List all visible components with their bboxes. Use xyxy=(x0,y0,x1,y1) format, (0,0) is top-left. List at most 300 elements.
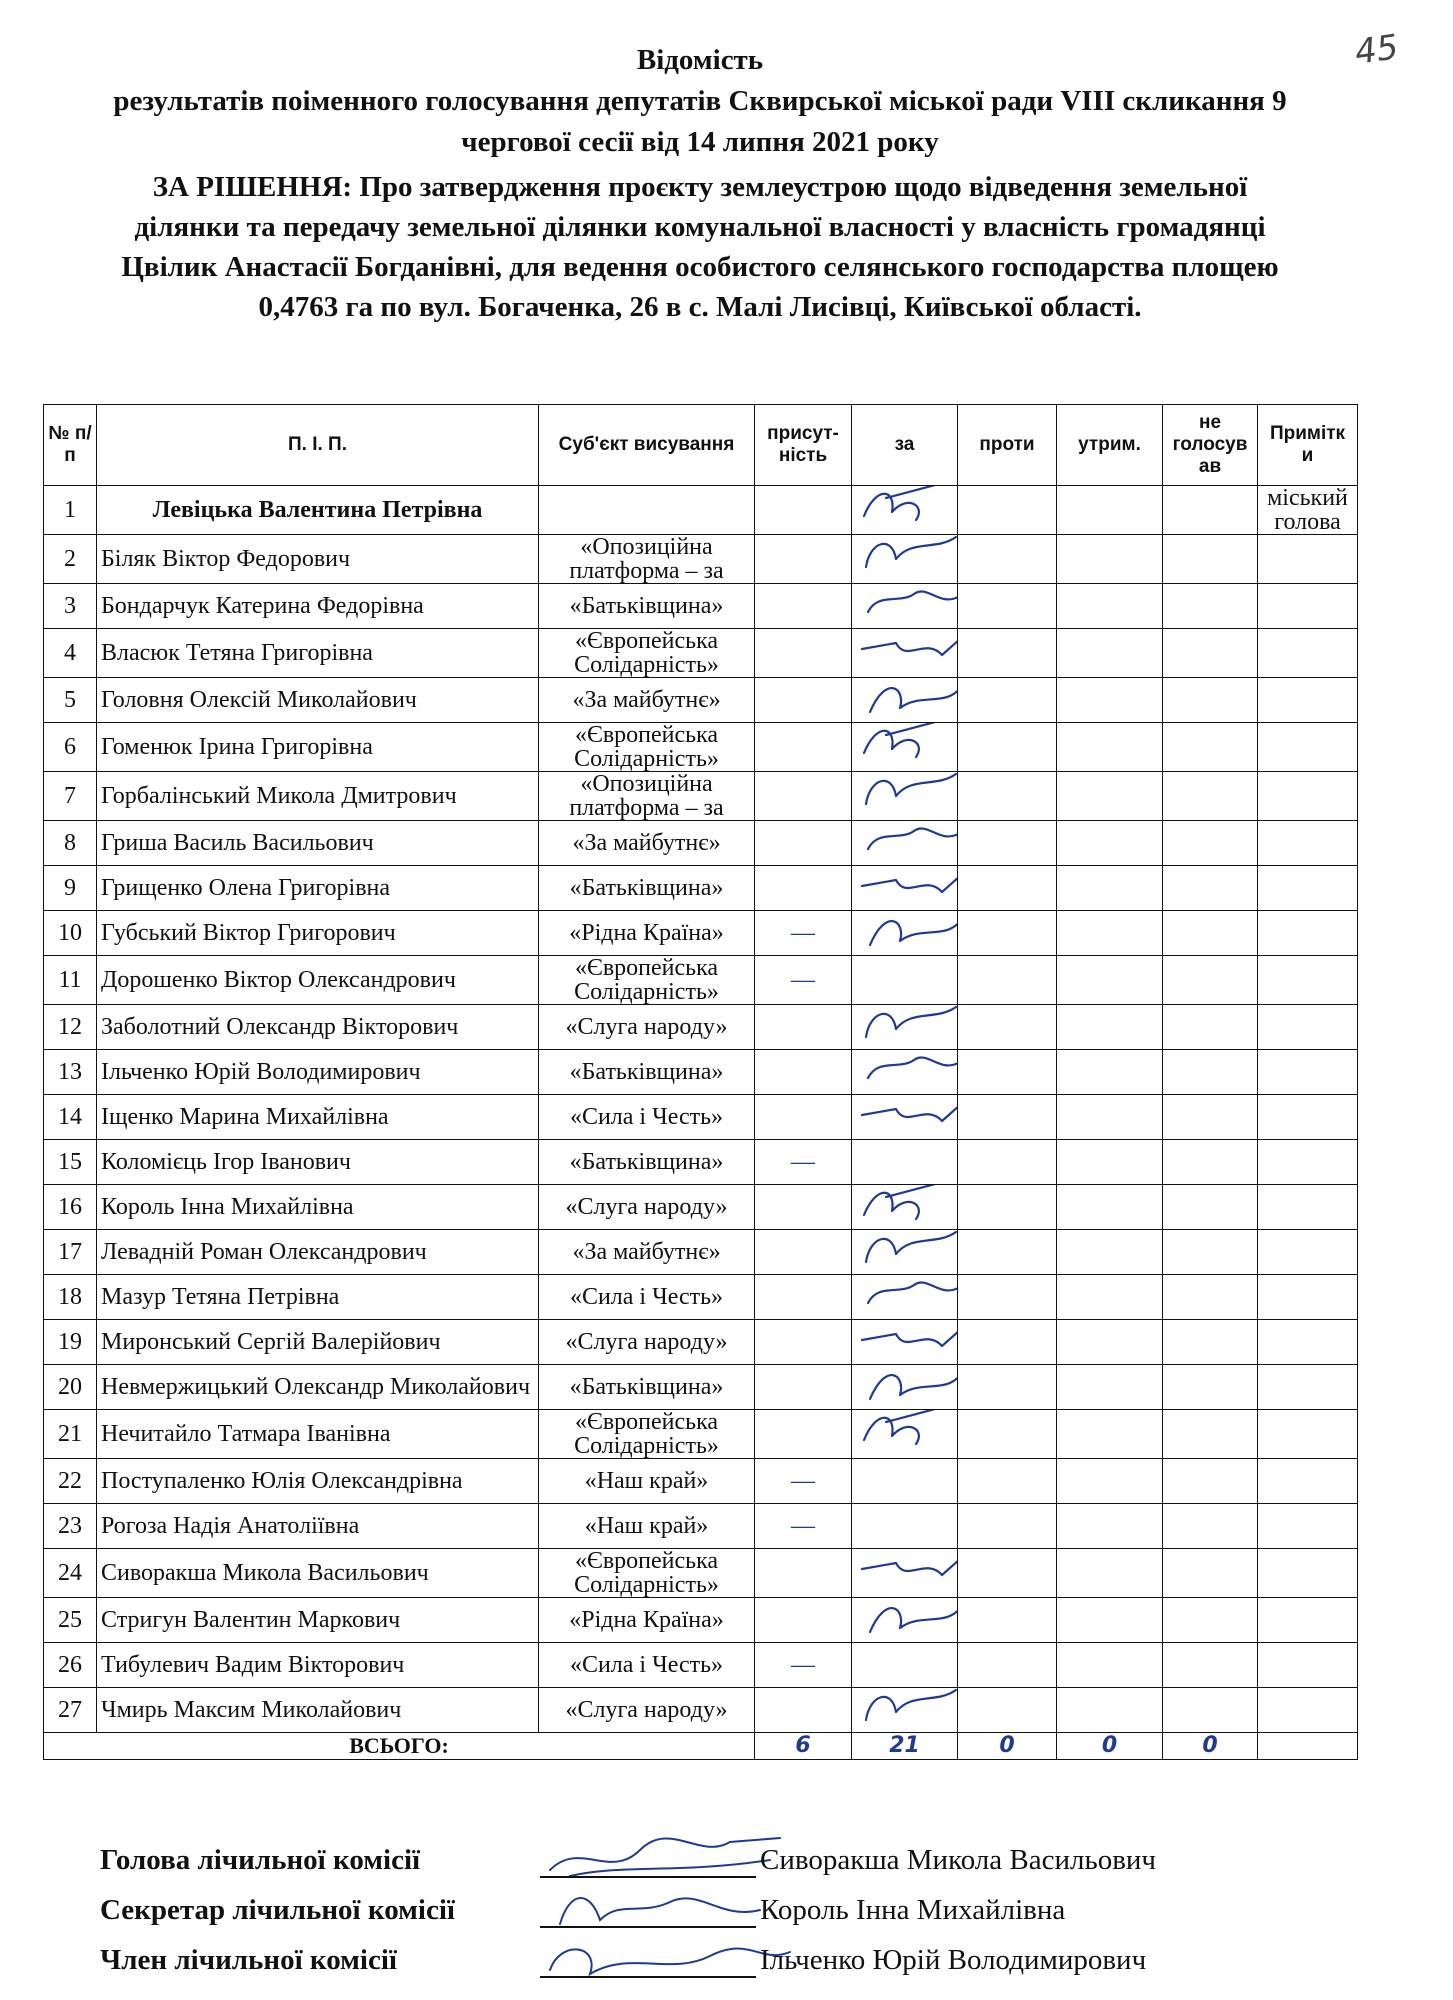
vote-za xyxy=(852,584,958,629)
row-number: 22 xyxy=(44,1459,97,1504)
vote-utrym xyxy=(1057,678,1163,723)
signature-mark xyxy=(856,723,958,772)
signature-line xyxy=(540,1926,756,1928)
total-row xyxy=(44,1733,1358,1760)
signature-mark xyxy=(856,821,958,866)
total-utrym: 0 xyxy=(1057,1733,1163,1760)
table-row xyxy=(44,1230,1358,1275)
vote-za xyxy=(852,956,958,1005)
table-row xyxy=(44,1504,1358,1549)
table-header-row xyxy=(44,405,1358,486)
signature-mark xyxy=(856,678,958,723)
vote-ne-golos xyxy=(1163,723,1258,772)
vote-za xyxy=(852,1005,958,1050)
vote-proty xyxy=(958,678,1057,723)
deputy-note xyxy=(1258,535,1358,584)
deputy-name: Гриша Василь Васильович xyxy=(97,821,539,866)
table-row xyxy=(44,821,1358,866)
present-mark xyxy=(755,535,852,584)
signature-mark xyxy=(856,1275,958,1320)
table-row xyxy=(44,1459,1358,1504)
table-row xyxy=(44,1185,1358,1230)
vote-utrym xyxy=(1057,1185,1163,1230)
vote-proty xyxy=(958,723,1057,772)
decision-line-4: 0,4763 га по вул. Богаченка, 26 в с. Малі Лисівці, Київської області. xyxy=(258,291,1142,323)
table-row xyxy=(44,584,1358,629)
deputy-note xyxy=(1258,1275,1358,1320)
col-header-present: присут-ність xyxy=(755,405,852,486)
vote-utrym xyxy=(1057,486,1163,535)
decision-line-3: Цвілик Анастасії Богданівні, для ведення особистого селянського господарства площею xyxy=(121,251,1279,283)
signature-mark xyxy=(856,1095,958,1140)
present-mark xyxy=(755,723,852,772)
present-mark xyxy=(755,1598,852,1643)
signature-mark xyxy=(856,1005,958,1050)
vote-utrym xyxy=(1057,1504,1163,1549)
role-label: Член лічильної комісії xyxy=(100,1944,397,1976)
row-number: 9 xyxy=(44,866,97,911)
deputy-note xyxy=(1258,821,1358,866)
signature-mark xyxy=(856,486,958,535)
row-number: 6 xyxy=(44,723,97,772)
vote-ne-golos xyxy=(1163,1504,1258,1549)
vote-ne-golos xyxy=(1163,1005,1258,1050)
deputy-name: Дорошенко Віктор Олександрович xyxy=(97,956,539,1005)
signature-mark xyxy=(856,1365,958,1410)
signature-mark xyxy=(856,772,958,821)
vote-proty xyxy=(958,1140,1057,1185)
table-row xyxy=(44,1549,1358,1598)
deputy-note xyxy=(1258,1365,1358,1410)
vote-proty xyxy=(958,535,1057,584)
present-mark: — xyxy=(755,1140,852,1185)
present-mark xyxy=(755,1549,852,1598)
deputy-party: «За майбутнє» xyxy=(539,678,755,723)
col-header-number: № п/п xyxy=(44,405,97,486)
present-mark xyxy=(755,1320,852,1365)
row-number: 18 xyxy=(44,1275,97,1320)
vote-ne-golos xyxy=(1163,678,1258,723)
present-mark xyxy=(755,1230,852,1275)
deputy-name: Грищенко Олена Григорівна xyxy=(97,866,539,911)
vote-za xyxy=(852,1688,958,1733)
deputy-note xyxy=(1258,1050,1358,1095)
vote-ne-golos xyxy=(1163,1050,1258,1095)
col-header-name: П. І. П. xyxy=(97,405,539,486)
deputy-party: «Батьківщина» xyxy=(539,1050,755,1095)
total-present: 6 xyxy=(755,1733,852,1760)
row-number: 11 xyxy=(44,956,97,1005)
present-mark xyxy=(755,1005,852,1050)
vote-table-body xyxy=(44,486,1358,1733)
row-number: 21 xyxy=(44,1410,97,1459)
present-mark xyxy=(755,1688,852,1733)
deputy-note xyxy=(1258,584,1358,629)
vote-proty xyxy=(958,1643,1057,1688)
vote-utrym xyxy=(1057,821,1163,866)
present-mark xyxy=(755,1095,852,1140)
deputy-note: міський голова xyxy=(1258,486,1358,535)
row-number: 1 xyxy=(44,486,97,535)
present-mark xyxy=(755,1275,852,1320)
deputy-party: «За майбутнє» xyxy=(539,1230,755,1275)
vote-ne-golos xyxy=(1163,772,1258,821)
present-mark: — xyxy=(755,1504,852,1549)
deputy-name: Миронський Сергій Валерійович xyxy=(97,1320,539,1365)
col-header-notes: Примітк и xyxy=(1258,405,1358,486)
row-number: 13 xyxy=(44,1050,97,1095)
table-row xyxy=(44,1320,1358,1365)
decision-line-1: ЗА РІШЕННЯ: Про затвердження проєкту землеустрою щодо відведення земельної xyxy=(152,171,1248,203)
vote-za xyxy=(852,1140,958,1185)
deputy-name: Головня Олексій Миколайович xyxy=(97,678,539,723)
signature-mark xyxy=(856,1598,958,1643)
signature-mark xyxy=(856,1185,958,1230)
deputy-party: «Опозиційна платформа – за xyxy=(539,772,755,821)
table-row xyxy=(44,1140,1358,1185)
deputy-party: «Європейська Солідарність» xyxy=(539,723,755,772)
vote-ne-golos xyxy=(1163,1185,1258,1230)
document-header xyxy=(30,40,1370,327)
deputy-note xyxy=(1258,1095,1358,1140)
col-header-proty: проти xyxy=(958,405,1057,486)
vote-ne-golos xyxy=(1163,1549,1258,1598)
deputy-note xyxy=(1258,1005,1358,1050)
deputy-name: Поступаленко Юлія Олександрівна xyxy=(97,1459,539,1504)
row-number: 15 xyxy=(44,1140,97,1185)
table-row xyxy=(44,866,1358,911)
vote-ne-golos xyxy=(1163,629,1258,678)
vote-za xyxy=(852,1643,958,1688)
vote-za xyxy=(852,1365,958,1410)
vote-utrym xyxy=(1057,1643,1163,1688)
vote-proty xyxy=(958,584,1057,629)
signature-mark xyxy=(856,584,958,629)
deputy-party: «Рідна Країна» xyxy=(539,911,755,956)
vote-proty xyxy=(958,1688,1057,1733)
total-ne-golos: 0 xyxy=(1163,1733,1258,1760)
vote-ne-golos xyxy=(1163,1643,1258,1688)
deputy-name: Бондарчук Катерина Федорівна xyxy=(97,584,539,629)
present-mark: — xyxy=(755,1459,852,1504)
deputy-note xyxy=(1258,911,1358,956)
present-mark xyxy=(755,1185,852,1230)
deputy-party: «Сила і Честь» xyxy=(539,1095,755,1140)
table-row xyxy=(44,1598,1358,1643)
vote-utrym xyxy=(1057,1050,1163,1095)
vote-proty xyxy=(958,1549,1057,1598)
deputy-name: Тибулевич Вадим Вікторович xyxy=(97,1643,539,1688)
present-mark xyxy=(755,866,852,911)
deputy-note xyxy=(1258,629,1358,678)
vote-ne-golos xyxy=(1163,956,1258,1005)
deputy-party: «Європейська Солідарність» xyxy=(539,629,755,678)
vote-utrym xyxy=(1057,866,1163,911)
deputy-note xyxy=(1258,1643,1358,1688)
row-number: 23 xyxy=(44,1504,97,1549)
table-row xyxy=(44,486,1358,535)
signature-mark xyxy=(856,629,958,678)
subtitle-line-2: чергової сесії від 14 липня 2021 року xyxy=(461,126,939,158)
vote-ne-golos xyxy=(1163,1688,1258,1733)
deputy-party: «Слуга народу» xyxy=(539,1320,755,1365)
vote-table xyxy=(43,404,1358,1760)
present-mark xyxy=(755,486,852,535)
document-title: Відомість xyxy=(636,44,764,76)
signature-mark xyxy=(856,1549,958,1598)
vote-proty xyxy=(958,1275,1057,1320)
table-row xyxy=(44,1688,1358,1733)
deputy-name: Коломієць Ігор Іванович xyxy=(97,1140,539,1185)
vote-proty xyxy=(958,1410,1057,1459)
row-number: 12 xyxy=(44,1005,97,1050)
deputy-name: Король Інна Михайлівна xyxy=(97,1185,539,1230)
vote-za xyxy=(852,1095,958,1140)
decision-text xyxy=(30,167,1370,327)
vote-ne-golos xyxy=(1163,486,1258,535)
present-mark: — xyxy=(755,911,852,956)
table-row xyxy=(44,1365,1358,1410)
vote-ne-golos xyxy=(1163,1275,1258,1320)
vote-utrym xyxy=(1057,1230,1163,1275)
page-number: 45 xyxy=(1352,27,1401,73)
vote-utrym xyxy=(1057,1459,1163,1504)
row-number: 3 xyxy=(44,584,97,629)
deputy-party: «Опозиційна платформа – за xyxy=(539,535,755,584)
row-number: 8 xyxy=(44,821,97,866)
row-number: 26 xyxy=(44,1643,97,1688)
deputy-party: «Слуга народу» xyxy=(539,1005,755,1050)
vote-ne-golos xyxy=(1163,1140,1258,1185)
vote-utrym xyxy=(1057,1140,1163,1185)
deputy-party: «Європейська Солідарність» xyxy=(539,1410,755,1459)
decision-line-2: ділянки та передачу земельної ділянки комунальної власності у власність громадянці xyxy=(134,211,1266,243)
vote-za xyxy=(852,1410,958,1459)
vote-za xyxy=(852,1275,958,1320)
deputy-note xyxy=(1258,1598,1358,1643)
signature-mark xyxy=(856,1688,958,1733)
deputy-note xyxy=(1258,772,1358,821)
deputy-party: «Батьківщина» xyxy=(539,1365,755,1410)
vote-ne-golos xyxy=(1163,1598,1258,1643)
vote-proty xyxy=(958,486,1057,535)
present-mark: — xyxy=(755,1643,852,1688)
row-number: 16 xyxy=(44,1185,97,1230)
row-number: 4 xyxy=(44,629,97,678)
vote-za xyxy=(852,1230,958,1275)
deputy-note xyxy=(1258,1185,1358,1230)
vote-utrym xyxy=(1057,911,1163,956)
vote-utrym xyxy=(1057,772,1163,821)
deputy-name: Власюк Тетяна Григорівна xyxy=(97,629,539,678)
table-row xyxy=(44,629,1358,678)
signature-mark xyxy=(856,911,958,956)
present-mark xyxy=(755,1410,852,1459)
vote-proty xyxy=(958,956,1057,1005)
signature-mark xyxy=(856,1230,958,1275)
vote-za xyxy=(852,1598,958,1643)
row-number: 7 xyxy=(44,772,97,821)
deputy-party: «Батьківщина» xyxy=(539,1140,755,1185)
deputy-note xyxy=(1258,678,1358,723)
vote-utrym xyxy=(1057,723,1163,772)
col-header-za: за xyxy=(852,405,958,486)
present-mark xyxy=(755,629,852,678)
present-mark xyxy=(755,821,852,866)
present-mark: — xyxy=(755,956,852,1005)
vote-utrym xyxy=(1057,1598,1163,1643)
vote-utrym xyxy=(1057,1275,1163,1320)
vote-proty xyxy=(958,1050,1057,1095)
vote-ne-golos xyxy=(1163,1095,1258,1140)
vote-proty xyxy=(958,1459,1057,1504)
vote-ne-golos xyxy=(1163,1320,1258,1365)
col-header-utrym: утрим. xyxy=(1057,405,1163,486)
deputy-name: Левадній Роман Олександрович xyxy=(97,1230,539,1275)
total-za: 21 xyxy=(852,1733,958,1760)
role-label: Голова лічильної комісії xyxy=(100,1844,421,1876)
deputy-party: «Наш край» xyxy=(539,1504,755,1549)
vote-za xyxy=(852,1320,958,1365)
vote-utrym xyxy=(1057,956,1163,1005)
vote-utrym xyxy=(1057,1005,1163,1050)
row-number: 17 xyxy=(44,1230,97,1275)
member-name: Ільченко Юрій Володимирович xyxy=(760,1944,1147,1976)
table-row xyxy=(44,1005,1358,1050)
deputy-note xyxy=(1258,866,1358,911)
vote-za xyxy=(852,1504,958,1549)
present-mark xyxy=(755,1365,852,1410)
signature-row-member xyxy=(100,1938,1350,1988)
vote-ne-golos xyxy=(1163,584,1258,629)
signature-line xyxy=(540,1976,756,1978)
vote-ne-golos xyxy=(1163,1230,1258,1275)
table-row xyxy=(44,956,1358,1005)
deputy-note xyxy=(1258,1459,1358,1504)
vote-za xyxy=(852,486,958,535)
present-mark xyxy=(755,678,852,723)
vote-proty xyxy=(958,629,1057,678)
vote-proty xyxy=(958,1598,1057,1643)
deputy-note xyxy=(1258,956,1358,1005)
deputy-note xyxy=(1258,1688,1358,1733)
vote-za xyxy=(852,678,958,723)
deputy-name: Біляк Віктор Федорович xyxy=(97,535,539,584)
deputy-note xyxy=(1258,1410,1358,1459)
signature-mark xyxy=(856,1410,958,1459)
vote-utrym xyxy=(1057,1410,1163,1459)
vote-za xyxy=(852,1459,958,1504)
commission-signatures xyxy=(100,1838,1350,1988)
table-row xyxy=(44,911,1358,956)
deputy-party: «Рідна Країна» xyxy=(539,1598,755,1643)
deputy-party: «Батьківщина» xyxy=(539,866,755,911)
member-name: Король Інна Михайлівна xyxy=(760,1894,1066,1926)
row-number: 2 xyxy=(44,535,97,584)
row-number: 14 xyxy=(44,1095,97,1140)
vote-za xyxy=(852,535,958,584)
vote-za xyxy=(852,1185,958,1230)
deputy-name: Стригун Валентин Маркович xyxy=(97,1598,539,1643)
total-notes xyxy=(1258,1733,1358,1760)
deputy-party: «Слуга народу» xyxy=(539,1688,755,1733)
signature-mark xyxy=(856,535,958,584)
deputy-name: Заболотний Олександр Вікторович xyxy=(97,1005,539,1050)
row-number: 24 xyxy=(44,1549,97,1598)
vote-za xyxy=(852,866,958,911)
deputy-name: Мазур Тетяна Петрівна xyxy=(97,1275,539,1320)
row-number: 19 xyxy=(44,1320,97,1365)
vote-proty xyxy=(958,1185,1057,1230)
col-header-party: Суб'єкт висування xyxy=(539,405,755,486)
vote-ne-golos xyxy=(1163,911,1258,956)
row-number: 25 xyxy=(44,1598,97,1643)
table-row xyxy=(44,772,1358,821)
deputy-party: «За майбутнє» xyxy=(539,821,755,866)
signature-mark xyxy=(856,1050,958,1095)
row-number: 5 xyxy=(44,678,97,723)
table-row xyxy=(44,1410,1358,1459)
vote-proty xyxy=(958,1504,1057,1549)
deputy-name: Іщенко Марина Михайлівна xyxy=(97,1095,539,1140)
vote-utrym xyxy=(1057,1095,1163,1140)
vote-proty xyxy=(958,821,1057,866)
deputy-name: Горбалінський Микола Дмитрович xyxy=(97,772,539,821)
vote-za xyxy=(852,723,958,772)
deputy-name: Левіцька Валентина Петрівна xyxy=(97,486,539,535)
vote-proty xyxy=(958,772,1057,821)
table-row xyxy=(44,535,1358,584)
table-row xyxy=(44,723,1358,772)
deputy-name: Гоменюк Ірина Григорівна xyxy=(97,723,539,772)
table-row xyxy=(44,1275,1358,1320)
present-mark xyxy=(755,1050,852,1095)
deputy-party: «Сила і Честь» xyxy=(539,1275,755,1320)
deputy-note xyxy=(1258,1230,1358,1275)
member-name: Сиворакша Микола Васильович xyxy=(760,1844,1157,1876)
vote-za xyxy=(852,772,958,821)
vote-ne-golos xyxy=(1163,1410,1258,1459)
deputy-note xyxy=(1258,723,1358,772)
vote-proty xyxy=(958,1320,1057,1365)
signature-mark xyxy=(856,1320,958,1365)
vote-utrym xyxy=(1057,1688,1163,1733)
col-header-ne-golos: не голосув ав xyxy=(1163,405,1258,486)
row-number: 20 xyxy=(44,1365,97,1410)
vote-ne-golos xyxy=(1163,1459,1258,1504)
deputy-name: Нечитайло Татмара Іванівна xyxy=(97,1410,539,1459)
deputy-party: «Батьківщина» xyxy=(539,584,755,629)
table-row xyxy=(44,1050,1358,1095)
role-label: Секретар лічильної комісії xyxy=(100,1894,455,1926)
deputy-party: «Наш край» xyxy=(539,1459,755,1504)
vote-utrym xyxy=(1057,1320,1163,1365)
vote-ne-golos xyxy=(1163,535,1258,584)
deputy-name: Невмержицький Олександр Миколайович xyxy=(97,1365,539,1410)
vote-utrym xyxy=(1057,629,1163,678)
deputy-name: Ільченко Юрій Володимирович xyxy=(97,1050,539,1095)
vote-utrym xyxy=(1057,535,1163,584)
deputy-name: Губський Віктор Григорович xyxy=(97,911,539,956)
deputy-note xyxy=(1258,1320,1358,1365)
present-mark xyxy=(755,584,852,629)
vote-utrym xyxy=(1057,1549,1163,1598)
vote-utrym xyxy=(1057,584,1163,629)
vote-proty xyxy=(958,1095,1057,1140)
vote-proty xyxy=(958,1230,1057,1275)
vote-za xyxy=(852,821,958,866)
deputy-name: Сиворакша Микола Васильович xyxy=(97,1549,539,1598)
